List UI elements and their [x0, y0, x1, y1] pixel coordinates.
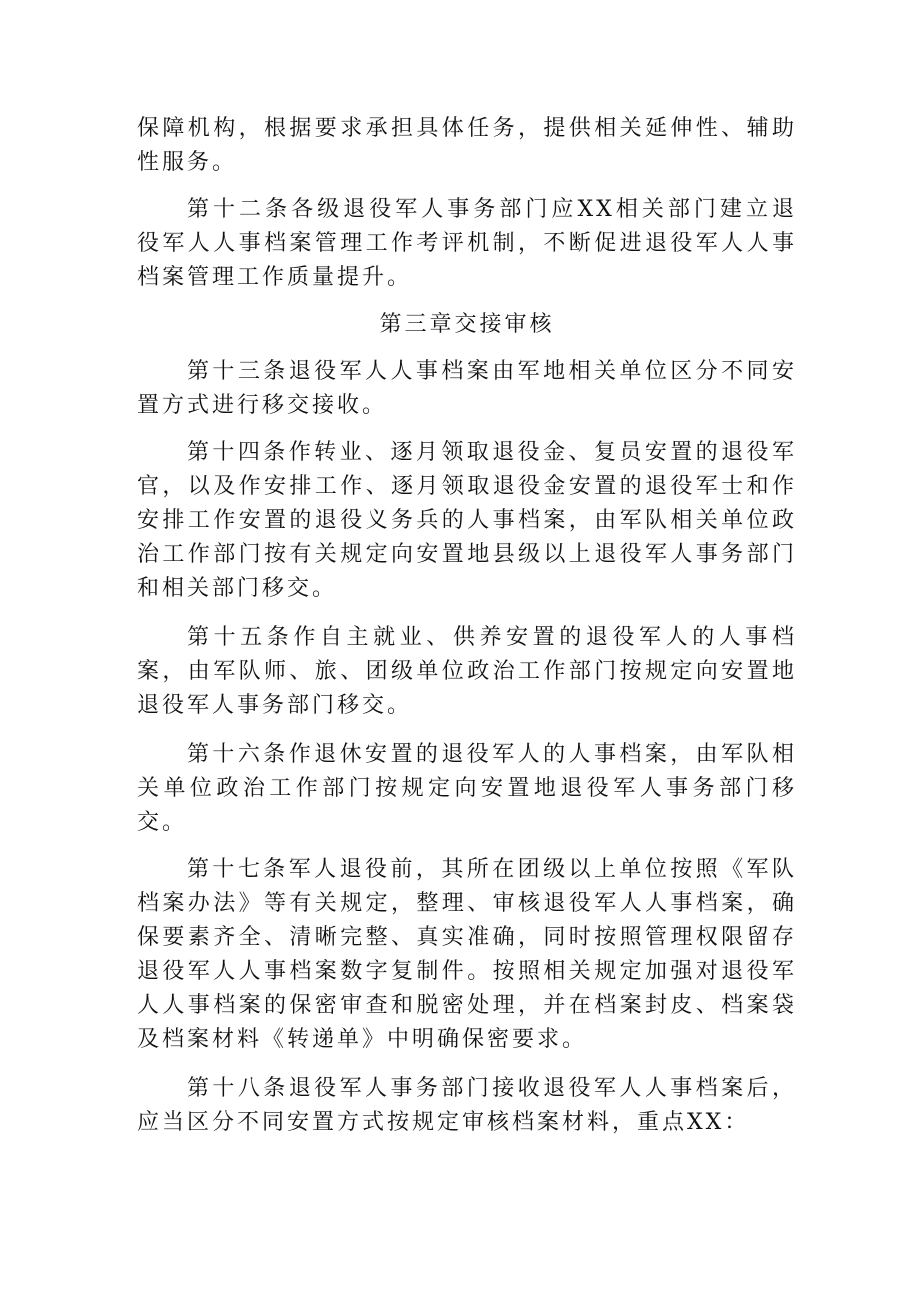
- article-13: 第十三条退役军人人事档案由军地相关单位区分不同安置方式进行移交接收。: [137, 359, 797, 418]
- article-12: 第十二条各级退役军人事务部门应XX相关部门建立退役军人人事档案管理工作考评机制，不断促进退役军人人事档案管理工作质量提升。: [137, 197, 797, 290]
- chapter-heading: 第三章交接审核: [379, 312, 555, 337]
- paragraph-continuation: 保障机构，根据要求承担具体任务，提供相关延伸性、辅助性服务。: [137, 116, 797, 175]
- article-16: 第十六条作退休安置的退役军人的人事档案，由军队相关单位政治工作部门按规定向安置地退役军人事务部门移交。: [137, 742, 797, 835]
- article-18: 第十八条退役军人事务部门接收退役军人人事档案后，应当区分不同安置方式按规定审核档案材料，重点XX：: [137, 1076, 797, 1135]
- article-14: 第十四条作转业、逐月领取退役金、复员安置的退役军官，以及作安排工作、逐月领取退役金安置的退役军士和作安排工作安置的退役义务兵的人事档案，由军队相关单位政治工作部门按有关规定向安置地县级以上退役军人事务部门和相关部门移交。: [137, 440, 797, 601]
- article-15: 第十五条作自主就业、供养安置的退役军人的人事档案，由军队师、旅、团级单位政治工作部门按规定向安置地退役军人事务部门移交。: [137, 625, 797, 718]
- article-17: 第十七条军人退役前，其所在团级以上单位按照《军队档案办法》等有关规定，整理、审核退役军人人事档案，确保要素齐全、清晰完整、真实准确，同时按照管理权限留存退役军人人事档案数字复制件。按照相关规定加强对退役军人人事档案的保密审查和脱密处理，并在档案封皮、档案袋及档案材料《转递单》中明确保密要求。: [137, 857, 797, 1052]
- document-body: [137, 112, 797, 1140]
